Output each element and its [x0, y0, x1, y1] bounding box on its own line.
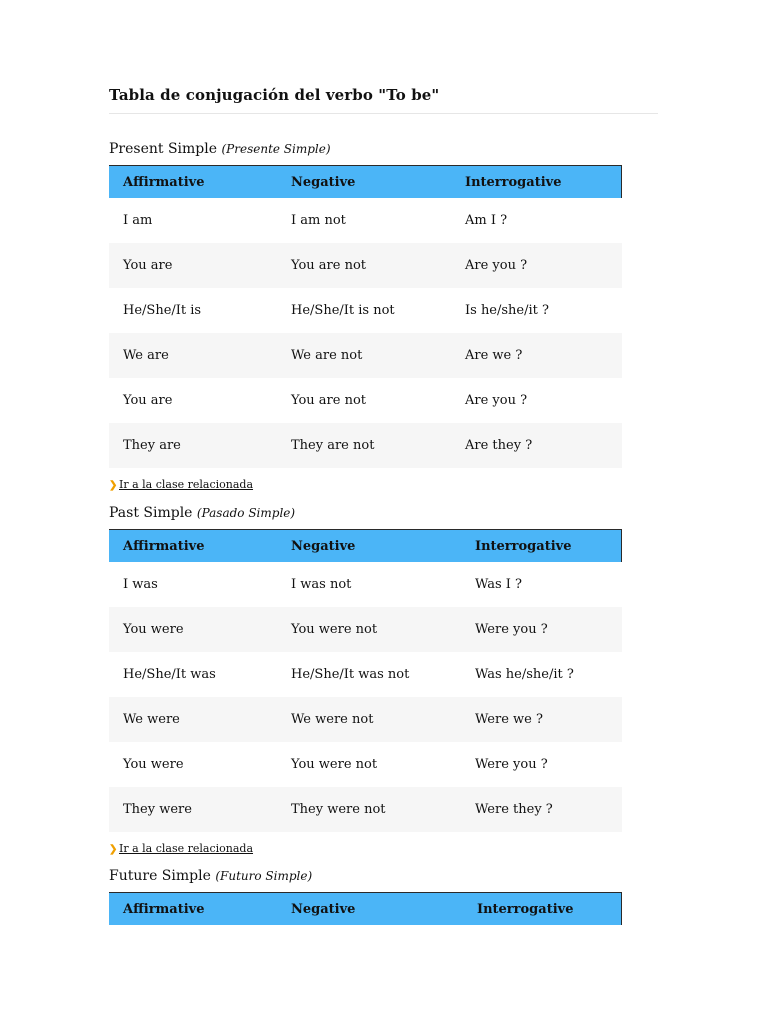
- cell-negative: He/She/It was not: [291, 667, 410, 682]
- table-row: [109, 742, 622, 787]
- past-simple-section: [109, 503, 622, 832]
- cell-negative: You were not: [291, 757, 378, 772]
- table-row: [109, 652, 622, 697]
- cell-interrogative: Are you ?: [451, 243, 622, 288]
- table-row: [109, 607, 622, 652]
- table-row: [109, 562, 622, 607]
- column-header-negative: Negative: [277, 893, 463, 926]
- cell-interrogative: Are you ?: [465, 393, 528, 408]
- cell-negative: He/She/It is not: [291, 303, 395, 318]
- table-row: [109, 333, 622, 378]
- column-header-interrogative: Interrogative: [463, 893, 622, 926]
- cell-affirmative: We are: [109, 333, 277, 378]
- cell-interrogative: Am I ?: [465, 213, 508, 228]
- cell-negative: They are not: [277, 423, 451, 468]
- cell-negative: We are not: [277, 333, 451, 378]
- cell-negative: You are not: [277, 243, 451, 288]
- column-header-affirmative: Affirmative: [109, 893, 277, 926]
- future-simple-table: [109, 892, 622, 925]
- table-row: [109, 243, 622, 288]
- cell-affirmative: We were: [109, 697, 277, 742]
- cell-affirmative: He/She/It is: [123, 303, 202, 318]
- cell-negative: I was not: [291, 577, 352, 592]
- section-heading: [109, 139, 622, 165]
- column-header-interrogative: Interrogative: [451, 166, 622, 199]
- cell-affirmative: You are: [123, 393, 173, 408]
- cell-interrogative: Were they ?: [461, 787, 622, 832]
- related-class-link[interactable]: Ir a la clase relacionada: [119, 842, 254, 855]
- chevron-right-icon: ❯: [109, 844, 118, 855]
- cell-interrogative: Was I ?: [475, 577, 523, 592]
- cell-negative: We were not: [277, 697, 461, 742]
- table-header-row: [109, 166, 622, 199]
- cell-interrogative: Are they ?: [451, 423, 622, 468]
- cell-affirmative: You were: [123, 757, 184, 772]
- column-header-negative: Negative: [277, 166, 451, 199]
- chevron-right-icon: ❯: [109, 480, 118, 491]
- section-heading-en: Past Simple: [109, 505, 193, 521]
- cell-interrogative: Were you ?: [475, 757, 548, 772]
- table-row: [109, 787, 622, 832]
- table-header-row: [109, 893, 622, 926]
- title-divider: [109, 113, 658, 114]
- column-header-affirmative: Affirmative: [109, 166, 277, 199]
- section-heading: [109, 503, 622, 529]
- column-header-affirmative: Affirmative: [109, 530, 277, 563]
- table-row: [109, 198, 622, 243]
- cell-interrogative: Is he/she/it ?: [465, 303, 549, 318]
- cell-interrogative: Are we ?: [451, 333, 622, 378]
- cell-affirmative: He/She/It was: [123, 667, 216, 682]
- related-class-link-row: [109, 841, 253, 857]
- table-header-row: [109, 530, 622, 563]
- cell-negative: You were not: [277, 607, 461, 652]
- related-class-link[interactable]: Ir a la clase relacionada: [119, 478, 254, 491]
- future-simple-section: [109, 866, 622, 925]
- section-heading-en: Present Simple: [109, 141, 218, 157]
- past-simple-table: [109, 529, 622, 832]
- section-heading-en: Future Simple: [109, 868, 211, 884]
- cell-affirmative: You were: [109, 607, 277, 652]
- cell-affirmative: You are: [109, 243, 277, 288]
- cell-interrogative: Was he/she/it ?: [475, 667, 574, 682]
- related-class-link-row: [109, 477, 253, 493]
- cell-interrogative: Were we ?: [461, 697, 622, 742]
- cell-interrogative: Were you ?: [461, 607, 622, 652]
- table-row: [109, 423, 622, 468]
- table-row: [109, 288, 622, 333]
- cell-negative: They were not: [277, 787, 461, 832]
- column-header-negative: Negative: [277, 530, 461, 563]
- cell-affirmative: They are: [109, 423, 277, 468]
- page-title: Tabla de conjugación del verbo "To be": [109, 86, 440, 104]
- cell-affirmative: I was: [123, 577, 158, 592]
- cell-negative: I am not: [291, 213, 346, 228]
- cell-affirmative: They were: [109, 787, 277, 832]
- present-simple-table: [109, 165, 622, 468]
- section-heading: [109, 866, 622, 892]
- section-heading-es: (Pasado Simple): [196, 506, 296, 520]
- column-header-interrogative: Interrogative: [461, 530, 622, 563]
- table-row: [109, 378, 622, 423]
- table-row: [109, 697, 622, 742]
- present-simple-section: [109, 139, 622, 468]
- section-heading-es: (Presente Simple): [221, 142, 331, 156]
- cell-negative: You are not: [291, 393, 366, 408]
- cell-affirmative: I am: [123, 213, 153, 228]
- section-heading-es: (Futuro Simple): [215, 869, 313, 883]
